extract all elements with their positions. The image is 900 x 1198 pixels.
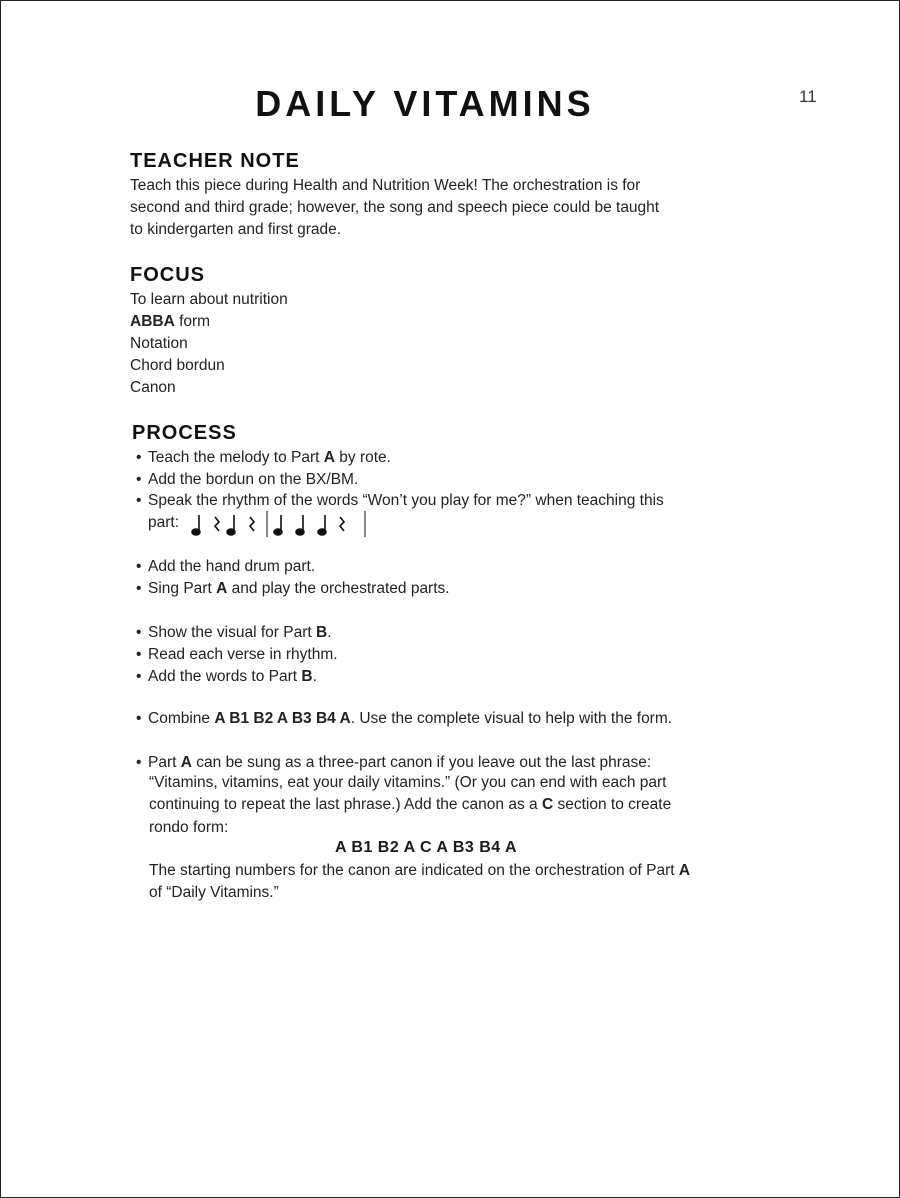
process-bullet: • Combine A B1 B2 A B3 B4 A. Use the complete visual to help with the form. (136, 710, 673, 727)
teacher-note-line: to kindergarten and first grade. (130, 221, 342, 238)
quarter-rest (250, 517, 254, 531)
canon-text-line: continuing to repeat the last phrase.) Add the canon as a C section to create (149, 796, 672, 813)
focus-item: To learn about nutrition (130, 291, 288, 308)
page-number: 11 (799, 87, 817, 106)
process-heading: PROCESS (132, 422, 237, 444)
process-bullet: • Add the bordun on the BX/BM. (136, 471, 359, 488)
process-bullet: • Add the words to Part B. (136, 668, 317, 685)
page-title: DAILY VITAMINS (255, 83, 595, 124)
focus-item: Notation (130, 335, 188, 352)
part-label: part: (148, 514, 180, 531)
rhythm-notation (189, 509, 379, 539)
focus-item: Canon (130, 379, 176, 396)
teacher-note-line: Teach this piece during Health and Nutrition Week! The orchestration is for (130, 177, 641, 194)
teacher-note-heading: TEACHER NOTE (130, 150, 300, 172)
quarter-note-head (318, 529, 326, 535)
canon-text-line: rondo form: (149, 819, 229, 836)
process-bullet: • Show the visual for Part B. (136, 624, 332, 641)
quarter-rest (340, 517, 344, 531)
focus-item: Chord bordun (130, 357, 225, 374)
process-bullet: • Teach the melody to Part A by rote. (136, 449, 391, 466)
process-bullet: • Read each verse in rhythm. (136, 646, 338, 663)
rondo-form: A B1 B2 A C A B3 B4 A (335, 839, 518, 856)
quarter-rest (215, 517, 219, 531)
form-name: ABBA (130, 313, 175, 330)
process-bullet: • Speak the rhythm of the words “Won’t you play for me?” when teaching this (136, 492, 664, 509)
focus-heading: FOCUS (130, 264, 205, 286)
canon-text-line: “Vitamins, vitamins, eat your daily vitamins.” (Or you can end with each part (149, 774, 667, 791)
process-bullet: • Sing Part A and play the orchestrated parts. (136, 580, 450, 597)
quarter-note-head (274, 529, 282, 535)
quarter-note-head (192, 529, 200, 535)
teacher-note-line: second and third grade; however, the song and speech piece could be taught (130, 199, 660, 216)
quarter-note-head (296, 529, 304, 535)
process-bullet: • Add the hand drum part. (136, 558, 316, 575)
canon-text-line: The starting numbers for the canon are indicated on the orchestration of Part A (149, 862, 691, 879)
focus-item: ABBA form (130, 313, 211, 330)
process-bullet: • Part A can be sung as a three-part canon if you leave out the last phrase: (136, 754, 652, 771)
quarter-note-head (227, 529, 235, 535)
canon-text-line: of “Daily Vitamins.” (149, 884, 279, 901)
